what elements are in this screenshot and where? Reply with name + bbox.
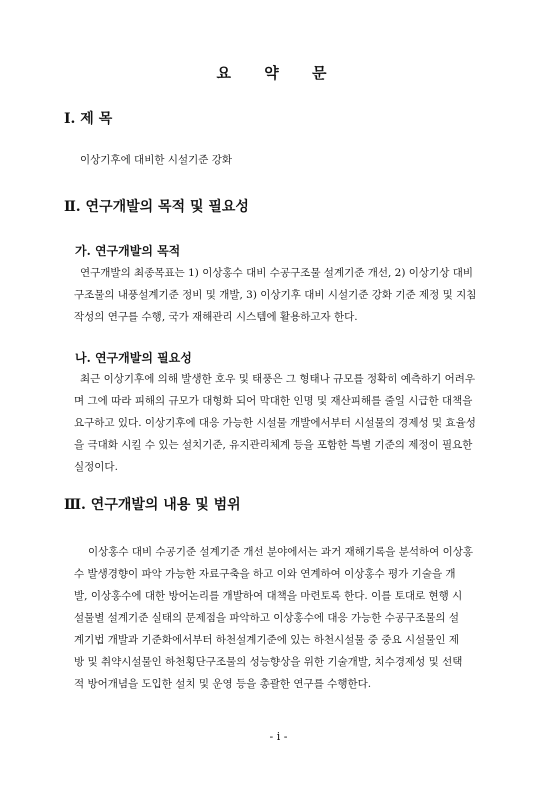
paragraph-line: 요구하고 있다. 이상기후에 대응 가능한 시설물 개발에서부터 시설물의 경제성 및 효율성 <box>74 417 476 429</box>
paragraph-line: 실정이다. <box>74 461 118 473</box>
subsection-purpose-heading: 가. 연구개발의 목적 <box>75 244 181 258</box>
section-1-body: 이상기후에 대비한 시설기준 강화 <box>80 154 233 166</box>
paragraph-line: 연구개발의 최종목표는 1) 이상홍수 대비 수공구조물 설계기준 개선, 2) 이상기상 대비 <box>80 267 473 279</box>
page-title: 요 약 문 <box>216 64 341 82</box>
subsection-purpose-body <box>74 262 502 328</box>
page-number: - i - <box>269 730 288 743</box>
paragraph-line: 수 발생경향이 파악 가능한 자료구축을 하고 이와 연계하여 이상홍수 평가 기술을 개 <box>74 568 456 580</box>
section-1-heading: Ⅰ. 제 목 <box>64 111 113 127</box>
paragraph-line: 설물별 설계기준 실태의 문제점을 파악하고 이상홍수에 대응 가능한 수공구조물의 설 <box>74 612 460 624</box>
paragraph-line: 이상홍수 대비 수공기준 설계기준 개선 분야에서는 과거 재해기록을 분석하여 이상홍 <box>88 546 474 558</box>
paragraph-line: 계기법 개발과 기준화에서부터 하천설계기준에 있는 하천시설물 중 중요 시설물인 제 <box>74 634 460 646</box>
paragraph-line: 며 그에 따라 피해의 규모가 대형화 되어 막대한 인명 및 재산피해를 줄일 시급한 대책을 <box>74 395 473 407</box>
paragraph-line: 구조물의 내풍설계기준 정비 및 개발, 3) 이상기후 대비 시설기준 강화 기준 제정 및 지침 <box>74 289 477 301</box>
paragraph-line: 을 극대화 시킬 수 있는 설치기준, 유지관리체계 등을 포함한 특별 기준의 제정이 필요한 <box>74 439 473 451</box>
section-3-heading: Ⅲ. 연구개발의 내용 및 범위 <box>64 497 241 513</box>
subsection-need-body <box>74 368 502 478</box>
section-3-body <box>74 541 502 695</box>
paragraph-line: 작성의 연구를 수행, 국가 재해관리 시스템에 활용하고자 한다. <box>74 311 358 323</box>
paragraph-line: 최근 이상기후에 의해 발생한 호우 및 태풍은 그 형태나 규모를 정확히 예측하기 어려우 <box>80 373 476 385</box>
section-2-heading: Ⅱ. 연구개발의 목적 및 필요성 <box>64 199 249 215</box>
subsection-need-heading: 나. 연구개발의 필요성 <box>75 351 192 365</box>
paragraph-line: 발, 이상홍수에 대한 방어논리를 개발하여 대책을 마련토록 한다. 이를 토대로 현행 시 <box>74 590 463 602</box>
paragraph-line: 방 및 취약시설물인 하천횡단구조물의 성능향상을 위한 기술개발, 치수경제성 및 선택 <box>74 656 463 668</box>
paragraph-line: 적 방어개념을 도입한 설치 및 운영 등을 총괄한 연구를 수행한다. <box>74 678 372 690</box>
